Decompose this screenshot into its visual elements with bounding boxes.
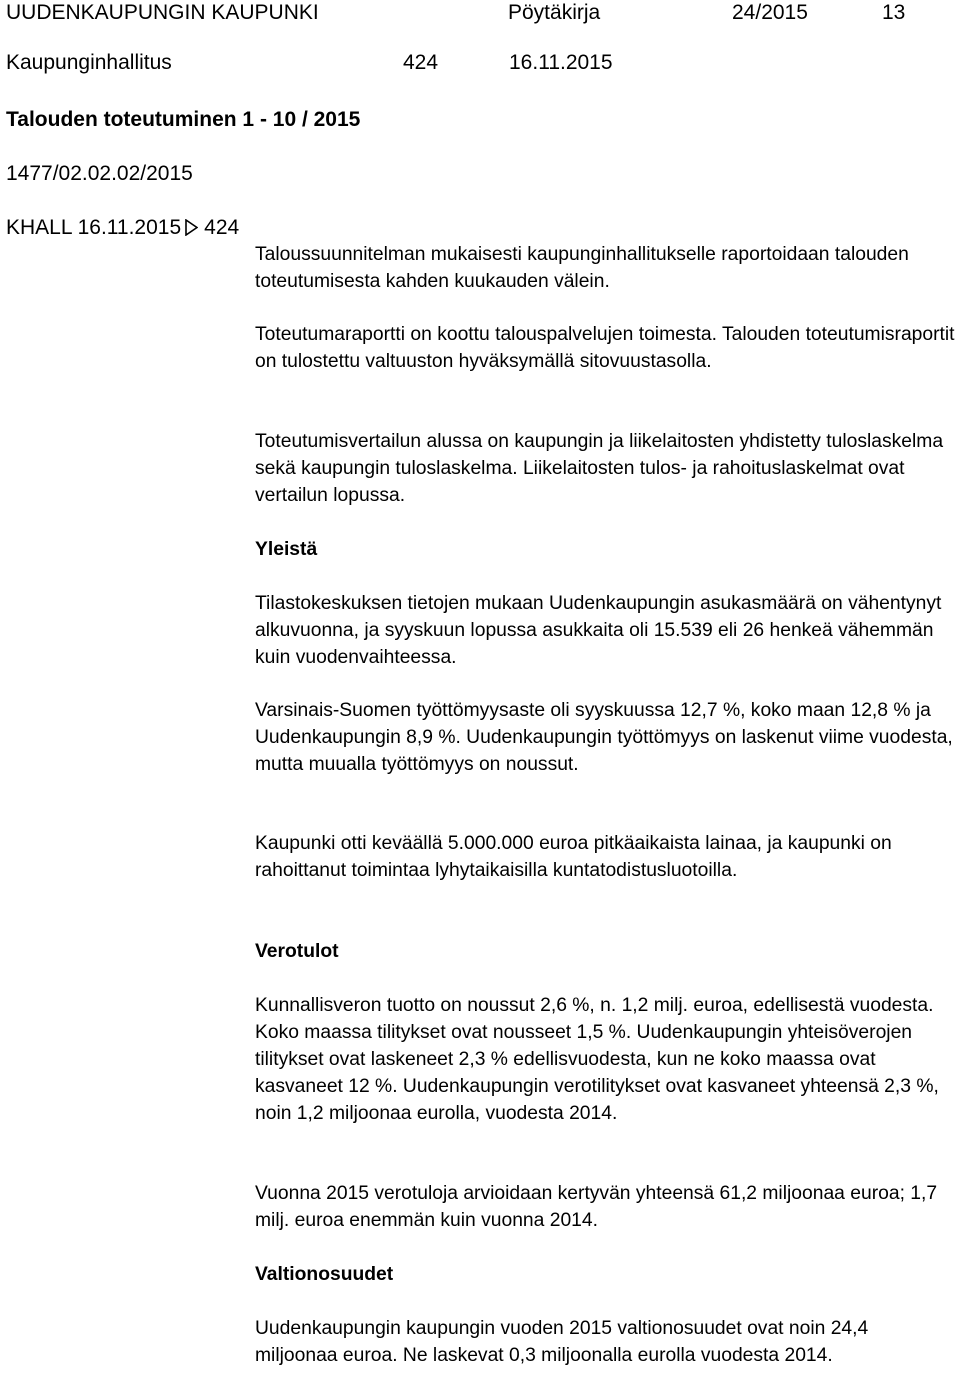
paragraph-text: Vuonna 2015 verotuloja arvioidaan kertyvän yhteensä 61,2 miljoonaa euroa; 1,7 milj. euroa enemmän kuin vuonna 2014.: [255, 1183, 938, 1231]
document-number: 24/2015: [732, 1, 808, 24]
paragraph-reporting: [255, 241, 955, 295]
document-type: Pöytäkirja: [508, 1, 601, 24]
heading-yleista: Yleistä: [255, 539, 318, 560]
paragraph-text: Kunnallisveron tuotto on noussut 2,6 %, n. 1,2 milj. euroa, edellisestä vuodesta. Koko maassa tilitykset ovat nousseet 1,5 %. Uudenkaupungin yhteisöverojen tilitykset ovat laskeneet 2,3 % edellisvuodesta, kun ne koko maassa ovat kasvaneet 12 %. Uudenkaupungin verotilitykset ovat kasvaneet yhteensä 2,3 %, noin 1,2 miljoonaa eurolla, vuodesta 2014.: [255, 995, 939, 1124]
page-number: 13: [882, 1, 906, 24]
khall-label: KHALL 16.11.2015: [6, 216, 182, 239]
paragraph-text: Tilastokeskuksen tietojen mukaan Uudenkaupungin asukasmäärä on vähentynyt alkuvuonna, ja syyskuun lopussa asukkaita oli 15.539 eli 26 henkeä vähemmän kuin vuodenvaihteessa.: [255, 593, 942, 668]
paragraph-report-compiled: [255, 321, 955, 375]
paragraph-text: Uudenkaupungin kaupungin vuoden 2015 valtionosuudet ovat noin 24,4 miljoonaa euroa. Ne laskevat 0,3 miljoonalla eurolla vuodesta 2014.: [255, 1318, 869, 1366]
paragraph-tax-forecast: [255, 1180, 955, 1234]
organization-name: UUDENKAUPUNGIN KAUPUNKI: [6, 1, 319, 24]
heading-valtionosuudet: Valtionosuudet: [255, 1264, 394, 1285]
arrow-right-icon: [185, 219, 198, 236]
page-title: Talouden toteutuminen 1 - 10 / 2015: [6, 108, 361, 131]
paragraph-state-subsidies: [255, 1315, 955, 1369]
khall-section: 424: [204, 216, 240, 239]
paragraph-text: Toteutumisvertailun alussa on kaupungin ja liikelaitosten yhdistetty tuloslaskelma sekä kaupungin tuloslaskelma. Liikelaitosten tulos- ja rahoituslaskelmat ovat vertailun lopussa.: [255, 431, 944, 506]
paragraph-comparison: [255, 428, 955, 509]
section-number: 424: [403, 51, 439, 74]
decision-body: Kaupunginhallitus: [6, 51, 172, 74]
paragraph-text: Kaupunki otti keväällä 5.000.000 euroa pitkäaikaista lainaa, ja kaupunki on rahoittanut toimintaa lyhytaikaisilla kuntatodistusluotoilla.: [255, 833, 892, 881]
heading-verotulot: Verotulot: [255, 941, 339, 962]
paragraph-text: Toteutumaraportti on koottu talouspalvelujen toimesta. Talouden toteutumisraportit on tulostettu valtuuston hyväksymällä sitovuustasolla.: [255, 324, 955, 372]
paragraph-population: [255, 590, 955, 671]
paragraph-text: Taloussuunnitelman mukaisesti kaupunginhallitukselle raportoidaan talouden toteutumisesta kahden kuukauden välein.: [255, 244, 909, 292]
record-id: 1477/02.02.02/2015: [6, 162, 193, 185]
khall-line: [6, 216, 239, 240]
paragraph-text: Varsinais-Suomen työttömyysaste oli syyskuussa 12,7 %, koko maan 12,8 % ja Uudenkaupungin 8,9 %. Uudenkaupungin työttömyys on laskenut viime vuodesta, mutta muualla työttömyys on noussut.: [255, 700, 953, 775]
paragraph-unemployment: [255, 697, 955, 778]
paragraph-tax-revenue: [255, 992, 955, 1127]
paragraph-loans: [255, 830, 955, 884]
meeting-date: 16.11.2015: [509, 51, 613, 74]
